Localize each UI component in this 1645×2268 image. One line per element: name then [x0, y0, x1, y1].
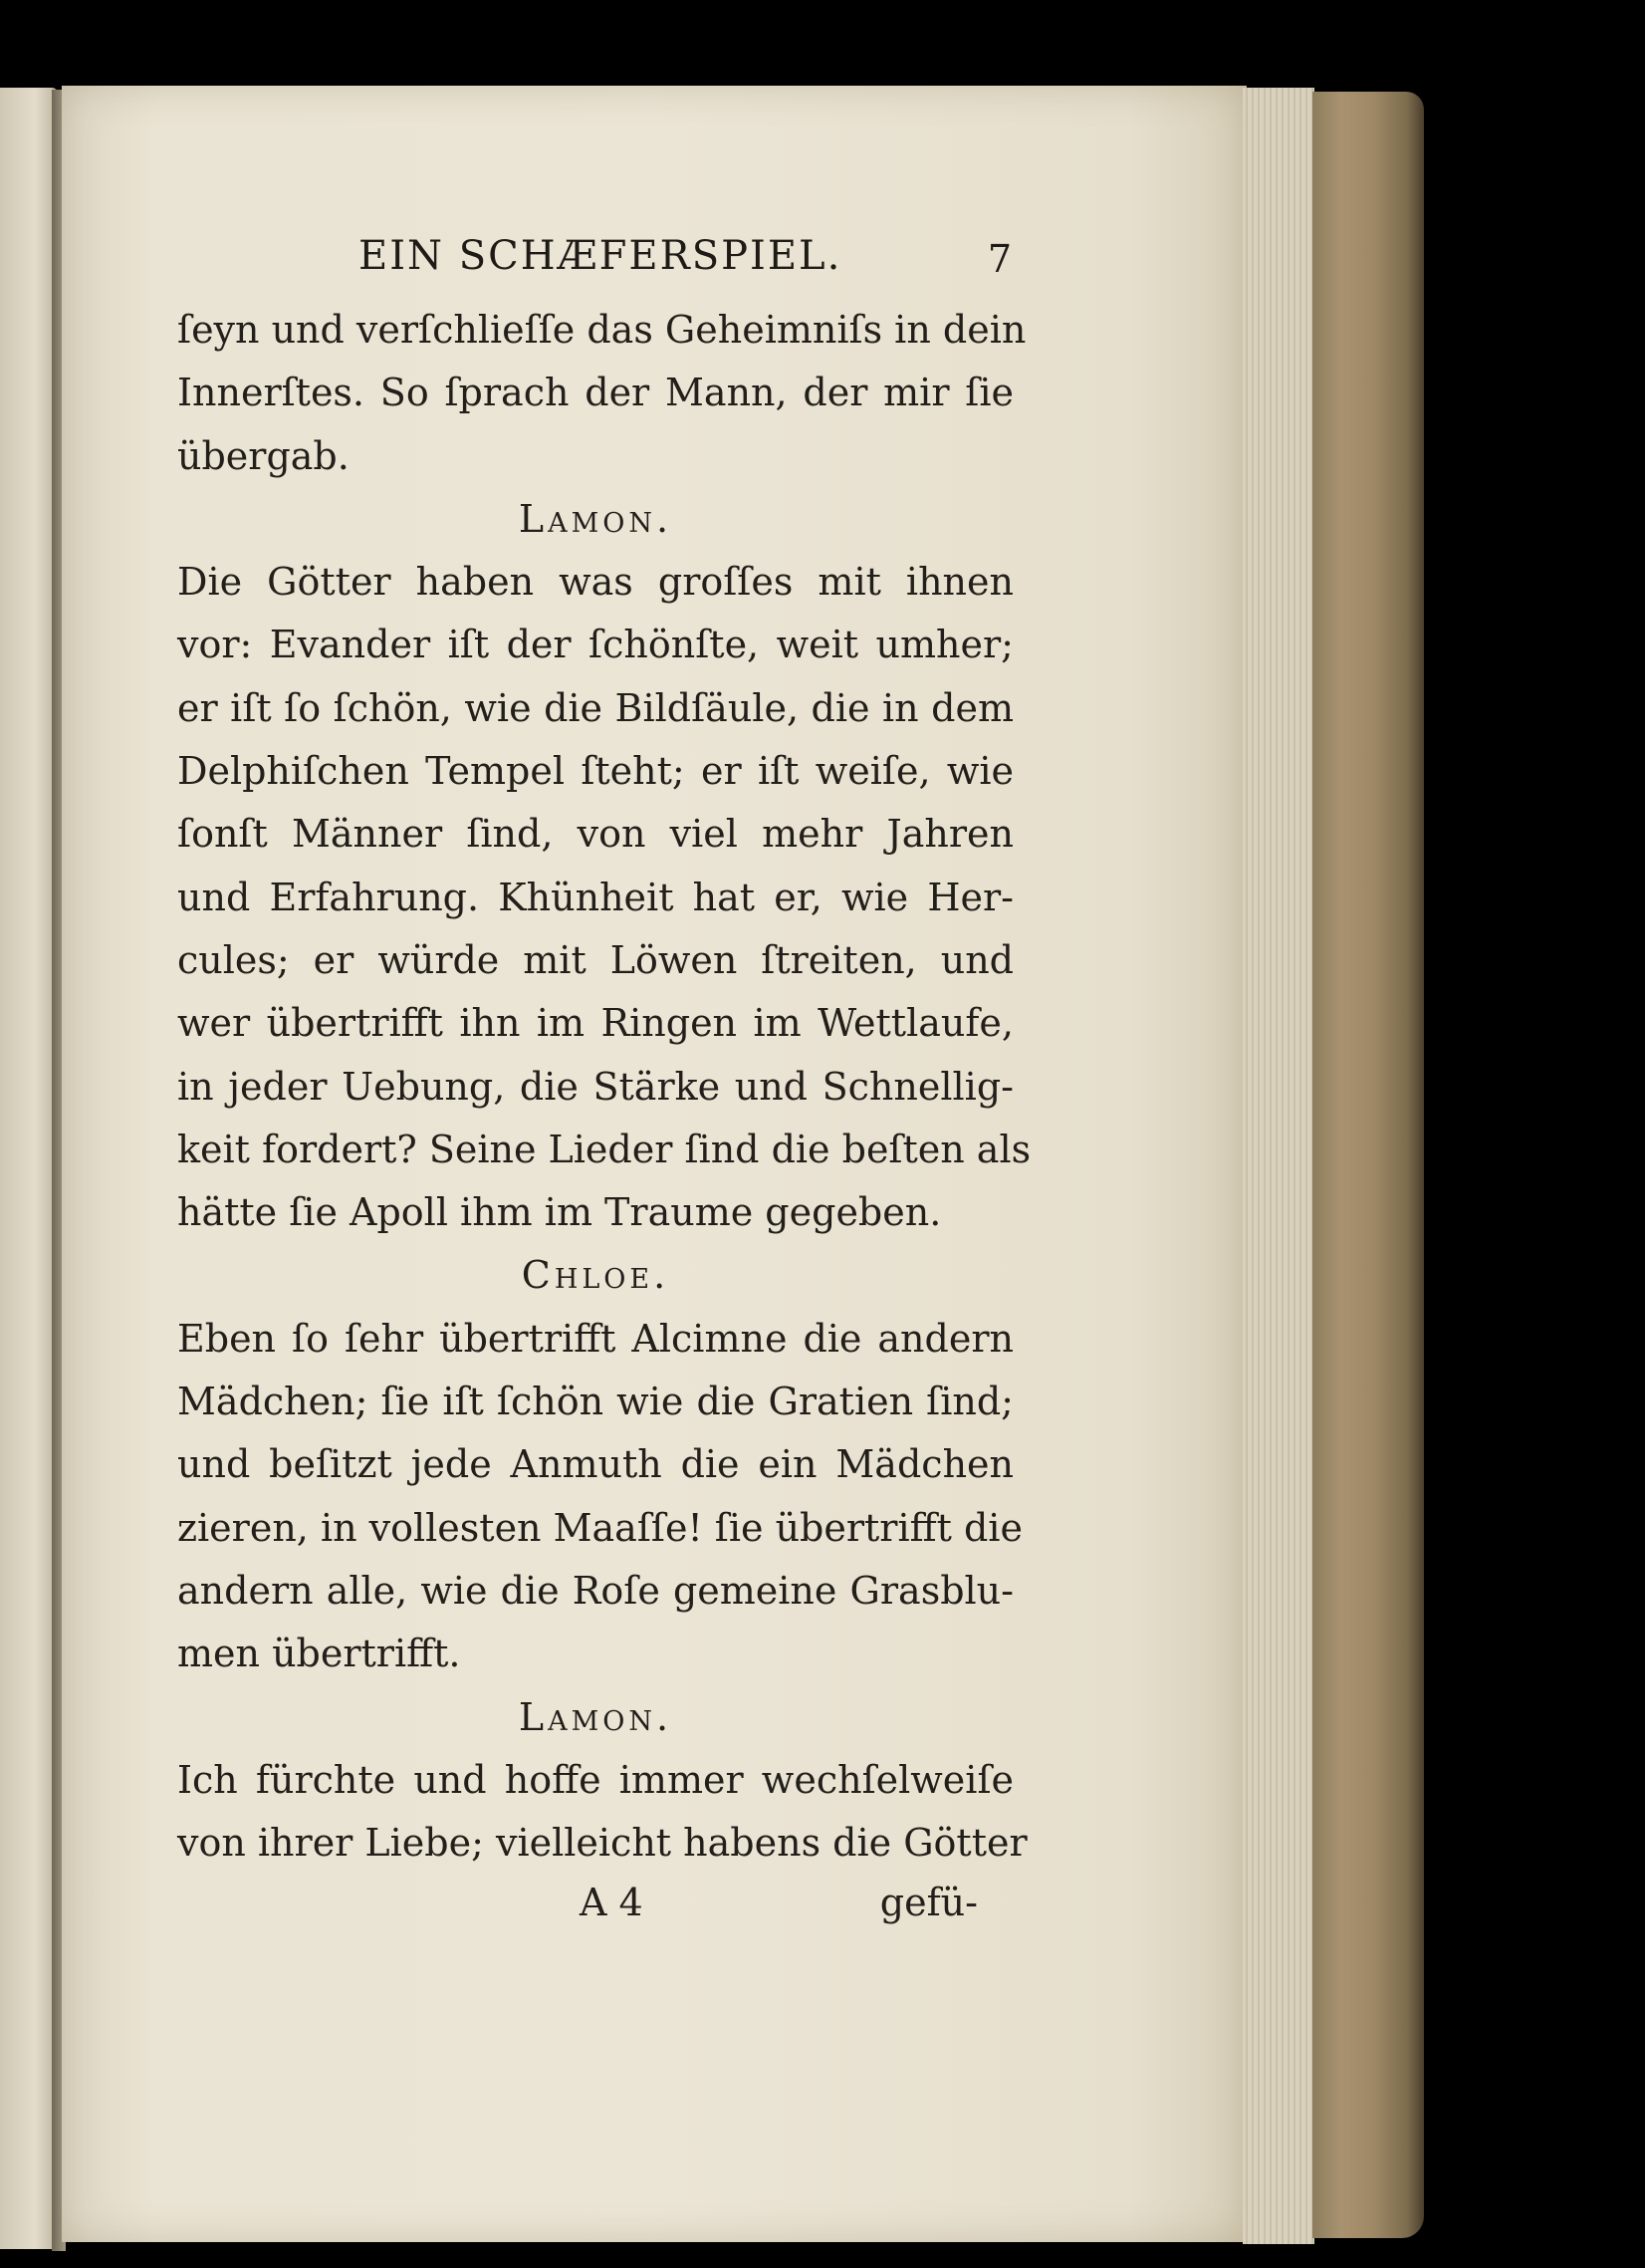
text-line: er iſt ſo ſchön, wie die Bildſäule, die in dem [177, 685, 1014, 730]
text-line: und Erfahrung. Khünheit hat er, wie Her- [177, 875, 1014, 919]
text-line: hätte ſie Apoll ihm im Traume gegeben. [177, 1190, 942, 1235]
text-line: zieren, in vollesten Maaſſe! ſie übertrifft die [177, 1505, 1023, 1550]
text-line: von ihrer Liebe; vielleicht habens die Götter [177, 1821, 1028, 1866]
text-line: Ich fürchte und hoffe immer wechſelweiſe [177, 1757, 1014, 1802]
text-line: cules; er würde mit Löwen ſtreiten, und [177, 937, 1014, 982]
page-edges [1243, 88, 1314, 2244]
text-line: Innerſtes. So ſprach der Mann, der mir ſie [177, 371, 1014, 415]
text-line: wer übertrifft ihn im Ringen im Wettlaufe, [177, 1001, 1014, 1046]
facing-page-edge [0, 88, 58, 2249]
text-line: ſonſt Männer ſind, von viel mehr Jahren [177, 812, 1014, 857]
speaker-name: Lamon. [518, 496, 673, 541]
running-head: EIN SCHÆFERSPIEL. [358, 233, 842, 279]
catchword: gefü- [879, 1881, 978, 1924]
text-line: übergab. [177, 433, 350, 478]
text-line: und beſitzt jede Anmuth die ein Mädchen [177, 1442, 1014, 1487]
speaker-name: Lamon. [518, 1694, 673, 1739]
text-line: keit fordert? Seine Lieder ſind die beſten als [177, 1127, 1032, 1171]
signature-mark: A 4 [580, 1881, 643, 1924]
text-line: vor: Evander iſt der ſchönſte, weit umher; [177, 623, 1014, 667]
book-fore-edge [1312, 92, 1424, 2238]
page-number: 7 [987, 237, 1012, 281]
speaker-name: Chloe. [521, 1253, 670, 1298]
page-header [177, 233, 1012, 293]
text-line: Eben ſo ſehr übertrifft Alcimne die andern [177, 1316, 1014, 1361]
text-line: ſeyn und verſchlieſſe das Geheimniſs in dein [177, 308, 1027, 352]
text-line: men übertrifft. [177, 1632, 461, 1676]
page-body [177, 299, 1032, 1875]
text-line: andern alle, wie die Roſe gemeine Grasblu- [177, 1568, 1014, 1613]
text-line: Mädchen; ſie iſt ſchön wie die Gratien ſind; [177, 1380, 1014, 1424]
text-line: in jeder Uebung, die Stärke und Schnellig- [177, 1064, 1014, 1109]
text-line: Delphiſchen Tempel ſteht; er iſt weiſe, wie [177, 749, 1014, 794]
page-footer [177, 1881, 1014, 1940]
text-line: Die Götter haben was groſſes mit ihnen [177, 560, 1014, 605]
